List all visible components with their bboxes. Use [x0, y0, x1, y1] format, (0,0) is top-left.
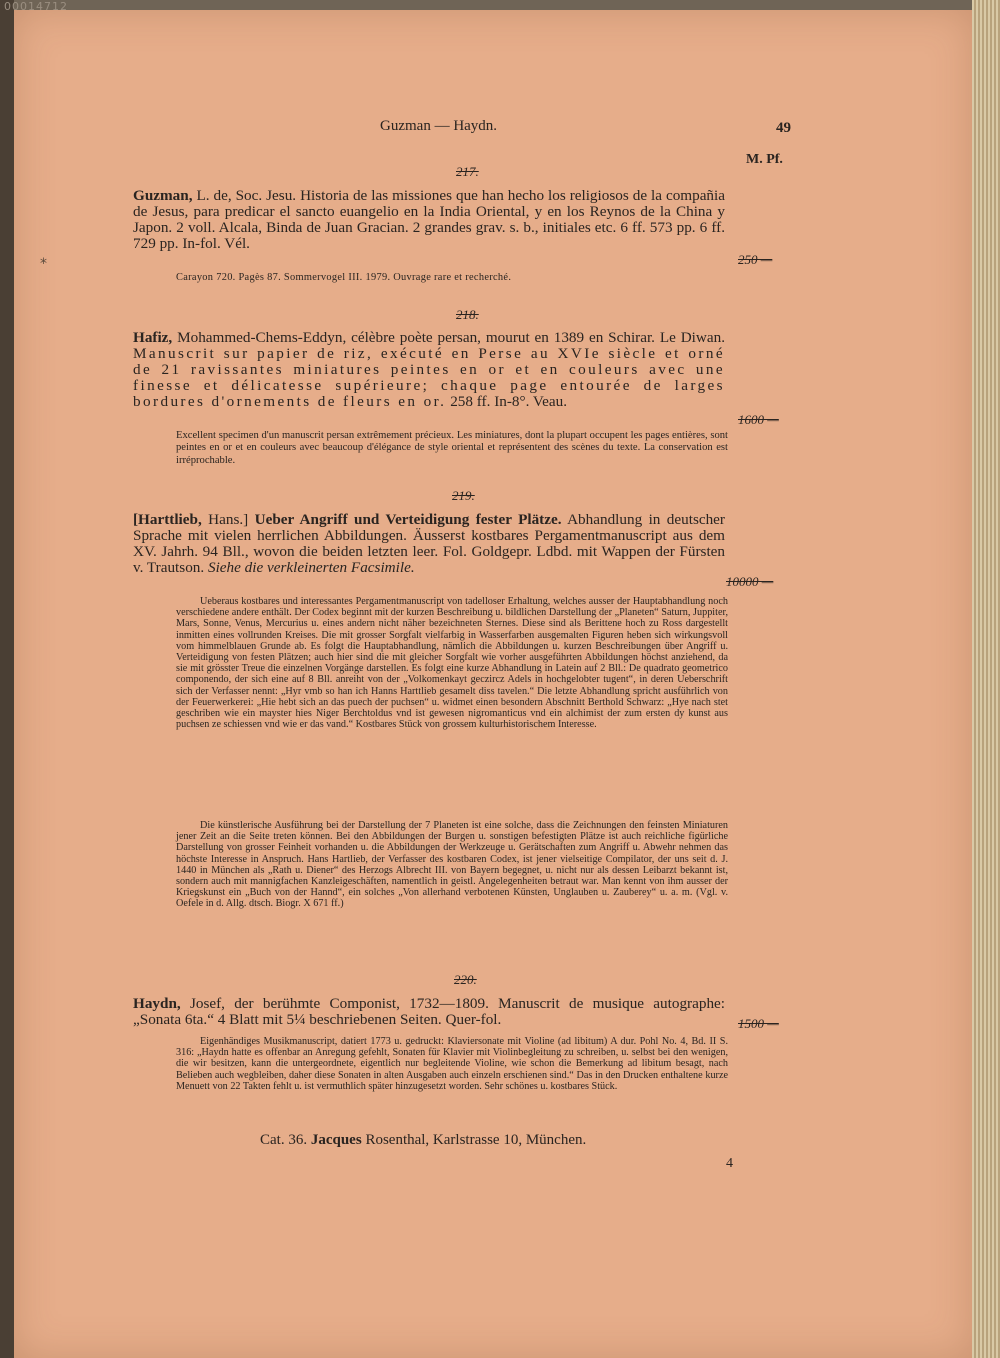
margin-mark: *	[40, 256, 47, 272]
lot-number: 219.	[452, 488, 475, 503]
entry-references: Carayon 720. Pagès 87. Sommervogel III. 1979. Ouvrage rare et recherché.	[176, 272, 512, 283]
entry-price: 1500 —	[738, 1016, 779, 1031]
entry-price: 1600 —	[738, 412, 779, 427]
entry-description: L. de, Soc. Jesu. Historia de las missiones que han hecho los religiosos de la compañia de Jesus, para predicar el sancto euangelio en la India Oriental, y en los Reynos de la China y Japon. 2 voll. Alcala, Binda de Juan Gracian. 2 grandes grav. s. b., initiales etc. 6 ff. 573 pp. 6 ff. 729 pp. In-fol. Vél.	[133, 187, 725, 252]
entry-note-continued: Die künstlerische Ausführung bei der Darstellung der 7 Planeten ist eine solche, dass die Zeichnungen den feinsten Miniaturen jener Zeit an die Seite treten können. Bei den Abbildungen der Burgen u. sonstigen befestigten Plätze ist auch reichliche figürliche Darstellung von grosser Feinheit vorhanden u. die Abbildungen der Werkzeuge u. Gerätschaften zum Angriff u. Abwehr nehmen das höchste Interesse in Anspruch. Hans Hartlieb, der Verfasser des kostbaren Codex, ist jener vielseitige Compilator, der uns seit d. J. 1440 in München als „Rath u. Diener“ des Herzogs Albrecht III. von Bayern begegnet, u. nicht nur als dessen Leibarzt bekannt ist, sondern auch mit mannigfachen Kanzleigeschäften, namentlich in geistl. Angelegenheiten betraut war. Man kennt von ihm ausser der Kriegskunst ein „Buch von der Hannd“, ein solches „Von allerhand verbotenen Künsten, Unglauben u. Zauberey“ u. a. m. (Vgl. v. Oefele in d. Allg. dtsch. Biogr. X 671 ff.)	[176, 820, 728, 910]
firm-address: Rosenthal, Karlstrasse 10, München.	[361, 1132, 587, 1148]
entry-author: [Harttlieb,	[133, 511, 202, 528]
entry-title: Ueber Angriff und Verteidigung fester Plätze.	[254, 511, 562, 528]
entry-facsimile-note: Siehe die verkleinerten Facsimile.	[207, 559, 415, 576]
entry-author: Guzman,	[133, 187, 193, 204]
catalog-footer	[260, 1132, 586, 1149]
catalog-entry-harttlieb	[133, 512, 725, 576]
catalog-entry-haydn	[133, 996, 725, 1028]
page-edges	[972, 0, 1000, 1358]
running-header: Guzman — Haydn.	[380, 118, 498, 134]
entry-note: Excellent specimen d'un manuscrit persan extrêmement précieux. Les miniatures, dont la plupart occupent les pages entières, sont peintes en or et en couleurs avec beaucoup d'élégance de style oriental et représentent des scènes du texte. La conservation est irréprochable.	[176, 430, 728, 466]
lot-number: 220.	[454, 972, 477, 987]
lot-number: 217.	[456, 164, 479, 179]
entry-author: Haydn,	[133, 995, 181, 1012]
entry-description-spaced: Manuscrit sur papier de riz, exécuté en Perse au XVIe siècle et orné de 21 ravissantes miniatures peintes en or et en couleurs avec une finesse et délicatesse supérieure; chaque page entourée de larges bordures d'ornements de fleurs en or.	[133, 345, 725, 410]
catalog-entry-hafiz	[133, 330, 725, 410]
entry-description: Josef, der berühmte Componist, 1732—1809. Manuscrit de musique autographe: „Sonata 6ta.“ 4 Blatt mit 5¼ beschriebenen Seiten. Quer-fol.	[133, 995, 725, 1028]
entry-note: Eigenhändiges Musikmanuscript, datiert 1773 u. gedruckt: Klaviersonate mit Violine (ad libitum) A dur. Pohl No. 4, Bd. II S. 316: „Haydn hatte es offenbar an Anregung gefehlt, Sonaten für Klavier mit Violinbegleitung zu schreiben, u. selbst bei den wenigen, die wir besitzen, kann die untergeordnete, eigentlich nur begleitende Violine, wie schon die Bemerkung ad libitum besagt, nach Belieben auch wegbleiben, daher diese Sonaten in alten Ausgaben auch einzeln erschienen sind.“ Das in den Drucken enthaltene kurze Menuett von 22 Takten fehlt u. ist vermuthlich später hinzugesetzt worden. Sehr schönes u. kostbares Stück.	[176, 1036, 728, 1092]
entry-price: 10000 —	[726, 574, 774, 589]
entry-note: Ueberaus kostbares und interessantes Pergamentmanuscript von tadelloser Erhaltung, welches ausser der Hauptabhandlung noch verschiedene andere enthält. Der Codex beginnt mit der kurzen Beschreibung u. bildlichen Darstellung der „Planeten“ Saturn, Juppiter, Mars, Sonne, Venus, Mercurius u. eines andern nicht näher bezeichneten Sternes. Diese sind als Berittene hoch zu Ross dargestellt inmitten eines vollrunden Kreises. Die mit grosser Sorgfalt vielfarbig in Wasserfarben ausgemalten Figuren heben sich wirkungsvoll vom himmelblauen Grunde ab. Es folgt die Hauptabhandlung, nämlich die Abbildungen u. kurzen Beschreibungen über Angriff u. Verteidigung von festen Plätzen; auch hier sind die mit gleicher Sorgfalt wie vorher ausgeführten Abbildungen höchst anziehend, da sie mit grösster Treue die einzelnen Vorgänge darstellen. Es folgt eine kurze Abhandlung in Latein auf 2 Bll.: De quadrato geometrico componendo, der sich eine auf 8 Bll. anreiht von der „Volkomenkayt geczircz Adels in hochgelobter tugent“, in deren Ueberschrift sich der Verfasser nennt: „Hyr vmb so han ich Hanns Harttlieb gesamelt diss tavelen.“ Die letzte Abhandlung spricht ausführlich von der Feuerwerkerei: „Hie hebt sich an das puech der puchsen“ u. widmet einen besondern Abschnitt Berthold Schwarz: „Hye nach stet geschriben wie ein mayster hies Niger Berchtoldus vnd ist gewesen nigromanticus vnd ein alchimist der zum ersten dy kunst aus puchsen ze schiessen vnd wie er das vand.“ Kostbares Stück von grossem kulturhistorischem Interesse.	[176, 596, 728, 731]
entry-description: Abhandlung in deutscher Sprache mit vielen herrlichen Abbildungen. Äusserst kostbares Pergamentmanuscript aus dem XV. Jahrh. 94 Bll., wovon die beiden letzten leer. Fol. Goldgepr. Ldbd. mit Wappen der Fürsten v. Trautson.	[133, 511, 725, 576]
catalog-entry-guzman	[133, 188, 725, 252]
catalog-number: Cat. 36.	[260, 1132, 308, 1148]
page-number: 49	[776, 120, 791, 136]
entry-price: 250 —	[738, 252, 773, 267]
entry-format: 258 ff. In-8°. Veau.	[446, 393, 568, 410]
firm-name: Jacques	[310, 1132, 362, 1148]
entry-description: Mohammed-Chems-Eddyn, célèbre poète persan, mourut en 1389 en Schirar. Le Diwan.	[172, 329, 725, 346]
signature-mark: 4	[726, 1156, 733, 1171]
book-binding-left	[0, 0, 14, 1358]
currency-column-label: M. Pf.	[746, 152, 783, 167]
entry-description: Hans.]	[201, 511, 255, 528]
entry-author: Hafiz,	[133, 329, 173, 346]
archive-stamp: 00014712	[4, 0, 68, 13]
lot-number: 218.	[456, 307, 479, 322]
